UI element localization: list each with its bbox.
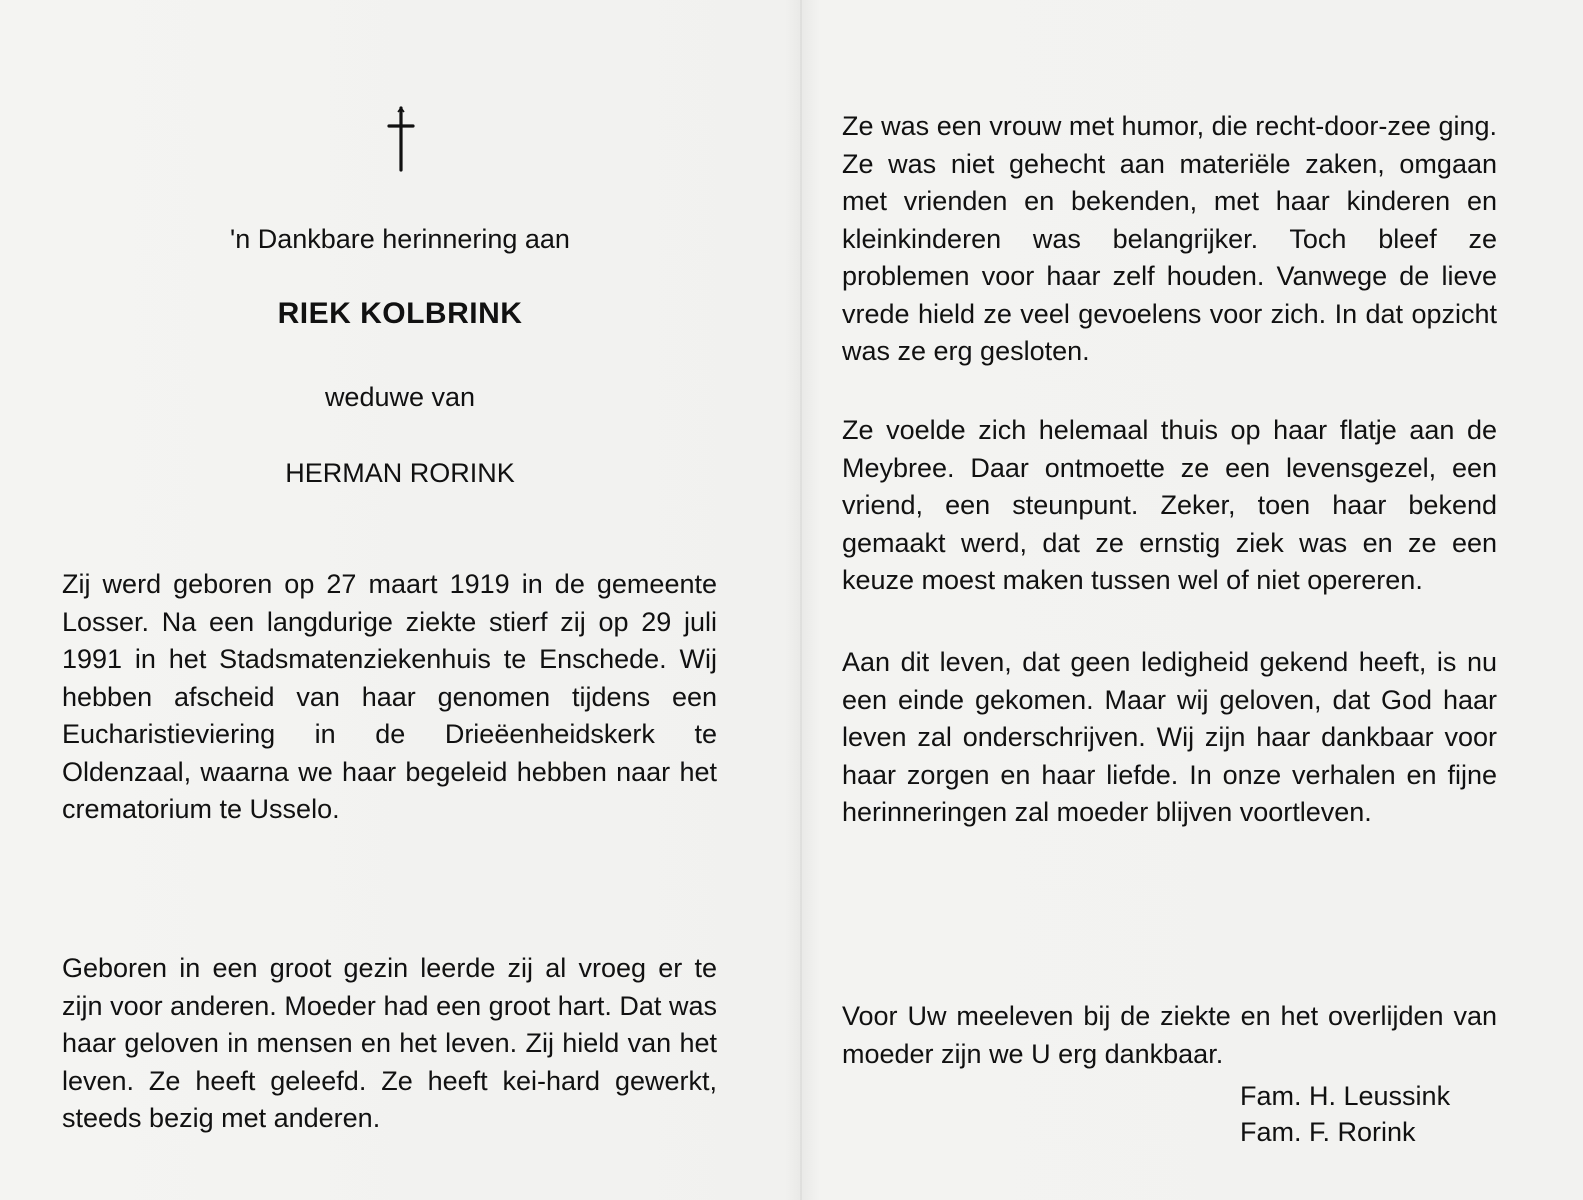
remembrance-paragraph: Aan dit leven, dat geen ledigheid gekend heeft, is nu een einde gekomen. Maar wij geloven, dat God haar leven zal onderschrijven. Wij zijn haar dankbaar voor haar zorgen en haar liefde. In onze verhalen en fijne herinneringen zal moeder blijven voortleven. [842,647,1497,827]
thanks-paragraph: Voor Uw meeleven bij de ziekte en het overlijden van moeder zijn we U erg dankbaar. [842,1001,1497,1069]
latin-cross-icon [386,106,416,172]
husband-name: HERMAN RORINK [285,458,515,488]
widow-of-line: weduwe van [324,382,476,412]
home-paragraph: Ze voelde zich helemaal thuis op haar flatje aan de Meybree. Daar ontmoette ze een levensgezel, een vriend, een steunpunt. Zeker, toen haar bekend gemaakt werd, dat ze ernstig ziek was en ze een keuze moest maken tussen wel of niet opereren. [842,415,1497,595]
intro-line: 'n Dankbare herinnering aan [230,224,570,254]
personality-paragraph: Ze was een vrouw met humor, die recht-door-zee ging. Ze was niet gehecht aan materiële zaken, omgaan met vrienden en bekenden, met haar kinderen en kleinkinderen was belangrijker. Toch bleef ze problemen voor haar zelf houden. Vanwege de lieve vrede hield ze veel gevoelens voor zich. In dat opzicht was ze erg gesloten. [842,111,1497,366]
deceased-name: RIEK KOLBRINK [277,297,523,330]
character-paragraph: Geboren in een groot gezin leerde zij al vroeg er te zijn voor anderen. Moeder had een groot hart. Dat was haar geloven in mensen en het leven. Zij hield van het leven. Ze heeft geleefd. Ze heeft kei-hard gewerkt, steeds bezig met anderen. [62,953,717,1133]
family-signature: Fam. H. Leussink [1240,1081,1451,1111]
biography-paragraph: Zij werd geboren op 27 maart 1919 in de gemeente Losser. Na een langdurige ziekte stierf zij op 29 juli 1991 in het Stadsmatenziekenhuis te Enschede. Wij hebben afscheid van haar genomen tijdens een Eucharistieviering in de Drieëenheidskerk te Oldenzaal, waarna we haar begeleid hebben naar het crematorium te Usselo. [62,569,717,824]
family-signature: Fam. F. Rorink [1240,1117,1416,1147]
card-fold [800,0,802,1200]
